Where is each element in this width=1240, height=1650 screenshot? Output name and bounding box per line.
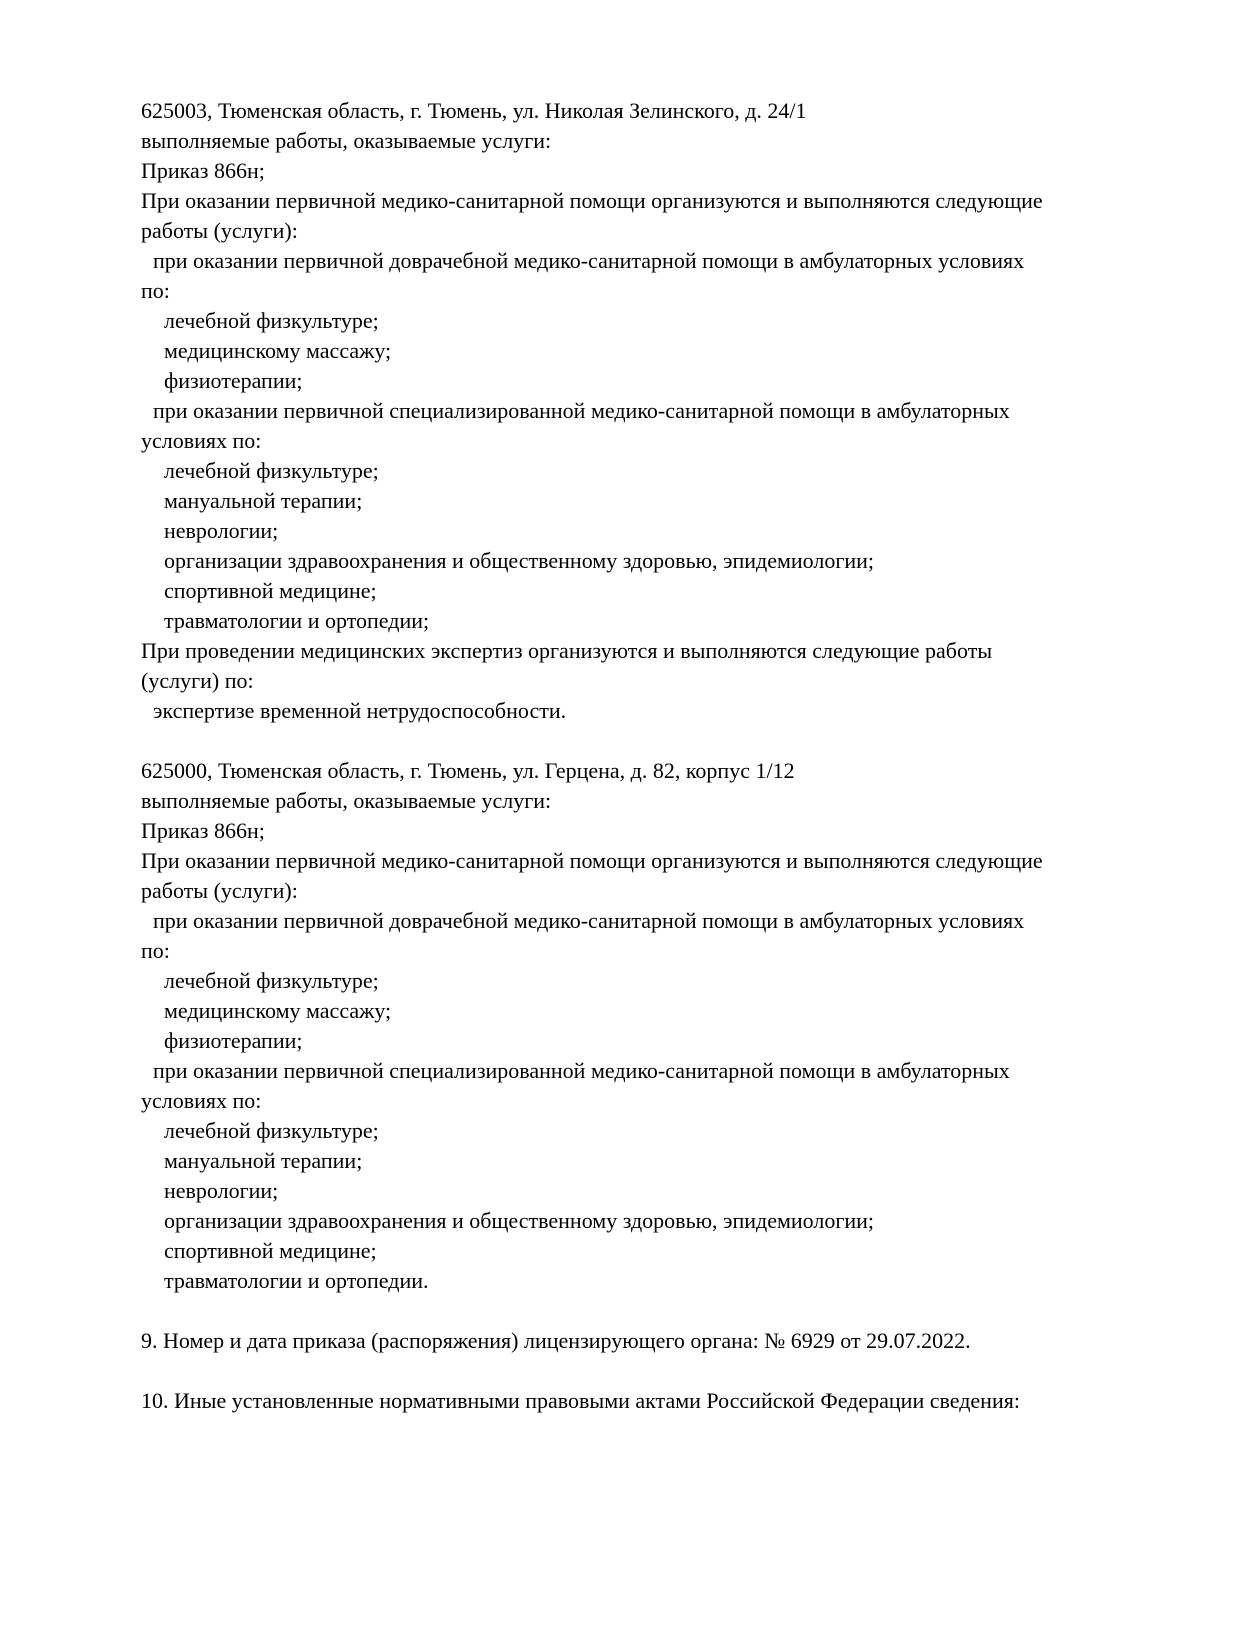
- text-line: при оказании первичной доврачебной медико-санитарной помощи в амбулаторных условиях: [153, 908, 1025, 933]
- text-line: 10. Иные установленные нормативными правовыми актами Российской Федерации сведения:: [141, 1388, 1020, 1413]
- text-line: Приказ 866н;: [141, 818, 265, 843]
- text-line: спортивной медицине;: [164, 578, 377, 603]
- text-line: медицинскому массажу;: [164, 998, 392, 1023]
- text-line: спортивной медицине;: [164, 1238, 377, 1263]
- text-line: работы (услуги):: [141, 878, 298, 903]
- text-line: Приказ 866н;: [141, 158, 265, 183]
- text-line: по:: [141, 938, 170, 963]
- text-line: лечебной физкультуре;: [164, 968, 379, 993]
- address-section-gertsena: [141, 756, 1171, 1296]
- text-line: лечебной физкультуре;: [164, 458, 379, 483]
- text-line: медицинскому массажу;: [164, 338, 392, 363]
- text-line: При оказании первичной медико-санитарной помощи организуются и выполняются следующие: [141, 188, 1043, 213]
- text-line: (услуги) по:: [141, 668, 254, 693]
- text-line: условиях по:: [141, 1088, 262, 1113]
- text-line: работы (услуги):: [141, 218, 298, 243]
- text-line: 625003, Тюменская область, г. Тюмень, ул. Николая Зелинского, д. 24/1: [141, 98, 807, 123]
- text-line: организации здравоохранения и общественному здоровью, эпидемиологии;: [164, 548, 875, 573]
- text-line: выполняемые работы, оказываемые услуги:: [141, 128, 552, 153]
- text-line: физиотерапии;: [164, 1028, 303, 1053]
- text-line: мануальной терапии;: [164, 1148, 363, 1173]
- text-line: лечебной физкультуре;: [164, 1118, 379, 1143]
- text-line: неврологии;: [164, 1178, 279, 1203]
- text-line: физиотерапии;: [164, 368, 303, 393]
- text-line: лечебной физкультуре;: [164, 308, 379, 333]
- text-line: травматологии и ортопедии;: [164, 608, 430, 633]
- text-line: При оказании первичной медико-санитарной помощи организуются и выполняются следующие: [141, 848, 1043, 873]
- text-line: 9. Номер и дата приказа (распоряжения) лицензирующего органа: № 6929 от 29.07.2022.: [141, 1328, 971, 1353]
- text-line: При проведении медицинских экспертиз организуются и выполняются следующие работы: [141, 638, 993, 663]
- text-line: при оказании первичной специализированной медико-санитарной помощи в амбулаторных: [153, 398, 1010, 423]
- address-section-zelinskogo: [141, 96, 1171, 726]
- text-line: при оказании первичной специализированной медико-санитарной помощи в амбулаторных: [153, 1058, 1010, 1083]
- text-line: условиях по:: [141, 428, 262, 453]
- document-body: [141, 96, 1171, 1416]
- text-line: выполняемые работы, оказываемые услуги:: [141, 788, 552, 813]
- text-line: по:: [141, 278, 170, 303]
- text-line: неврологии;: [164, 518, 279, 543]
- text-line: организации здравоохранения и общественному здоровью, эпидемиологии;: [164, 1208, 875, 1233]
- text-line: 625000, Тюменская область, г. Тюмень, ул. Герцена, д. 82, корпус 1/12: [141, 758, 795, 783]
- item-10-other-info: [141, 1386, 1171, 1416]
- text-line: при оказании первичной доврачебной медико-санитарной помощи в амбулаторных условиях: [153, 248, 1025, 273]
- item-9-order-number: [141, 1326, 1171, 1356]
- text-line: травматологии и ортопедии.: [164, 1268, 429, 1293]
- text-line: экспертизе временной нетрудоспособности.: [153, 698, 567, 723]
- text-line: мануальной терапии;: [164, 488, 363, 513]
